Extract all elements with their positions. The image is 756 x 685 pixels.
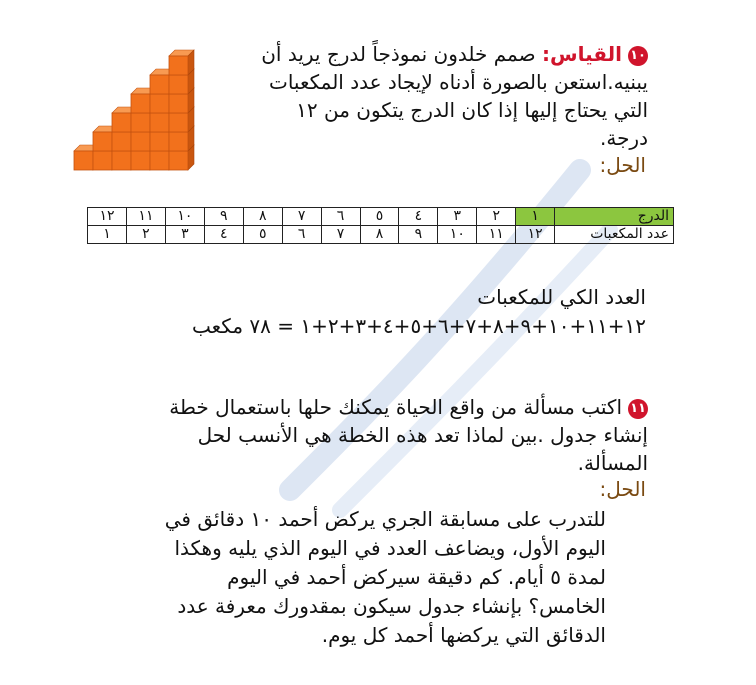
table-row-stairs: [88, 208, 674, 226]
cube: [150, 151, 169, 170]
question-11-answer: للتدرب على مسابقة الجري يركض أحمد ١٠ دقائق في اليوم الأول، ويضاعف العدد في اليوم الذي يليه وهكذا لمدة ٥ أيام. كم دقيقة سيركض أحمد في اليوم الخامس؟ بإنشاء جدول سيكون بمقدورك معرفة عدد الدقائق التي يركضها أحمد كل يوم.: [164, 507, 606, 647]
cube: [169, 94, 188, 113]
question-10-number: ١٠: [628, 46, 648, 66]
row-label-stairs: الدرج: [555, 208, 674, 226]
table-cell: ٩: [399, 226, 438, 244]
solution-label-11: الحل:: [599, 477, 646, 501]
question-11-text: اكتب مسألة من واقع الحياة يمكنك حلها باستعمال خطة إنشاء جدول .بين لماذا تعد هذه الخطة هي الأنسب لحل المسألة.: [169, 395, 648, 475]
table-cell: ١٠: [165, 208, 204, 226]
table-cell: ١١: [477, 226, 516, 244]
table-cell: ١٠: [438, 226, 477, 244]
total-cubes: [126, 283, 646, 341]
table-cell: ٥: [243, 226, 282, 244]
table-cell: ٣: [165, 226, 204, 244]
cube: [169, 132, 188, 151]
cube: [150, 75, 169, 94]
table-cell: ٨: [360, 226, 399, 244]
cube: [150, 113, 169, 132]
table-cell: ٤: [399, 208, 438, 226]
table-cell: ٨: [243, 208, 282, 226]
table-cell: ١٢: [516, 226, 555, 244]
cube: [131, 113, 150, 132]
table-cell: ٧: [282, 208, 321, 226]
cube: [169, 56, 188, 75]
cube: [131, 132, 150, 151]
table-row-cubes: [88, 226, 674, 244]
cube: [93, 151, 112, 170]
total-cubes-heading: العدد الكي للمكعبات: [477, 285, 646, 309]
cube: [150, 132, 169, 151]
question-10: [248, 40, 648, 152]
table-cell: ٣: [438, 208, 477, 226]
table-cell: ١٢: [88, 208, 127, 226]
solution-label-10: الحل:: [599, 153, 646, 177]
cube: [131, 151, 150, 170]
question-11-number: ١١: [628, 399, 648, 419]
table-cell: ٦: [321, 208, 360, 226]
cube: [169, 113, 188, 132]
table-cell: ٥: [360, 208, 399, 226]
total-cubes-equation: ١٢+١١+١٠+٩+٨+٧+٦+٥+٤+٣+٢+١ = ٧٨ مكعب: [192, 314, 646, 338]
stairs-table: [87, 207, 674, 244]
table-cell: ٩: [204, 208, 243, 226]
cube: [112, 113, 131, 132]
table-cell: ١: [88, 226, 127, 244]
cube: [74, 151, 93, 170]
cube: [169, 75, 188, 94]
table-cell: ٢: [477, 208, 516, 226]
cube: [112, 132, 131, 151]
table-cell: ٢: [126, 226, 165, 244]
cube: [150, 94, 169, 113]
table-cell: ٧: [321, 226, 360, 244]
row-label-cubes: عدد المكعبات: [555, 226, 674, 244]
cube: [131, 94, 150, 113]
table-cell: ١١: [126, 208, 165, 226]
question-10-text: صمم خلدون نموذجاً لدرج يريد أن يبنيه.استعن بالصورة أدناه لإيجاد عدد المكعبات التي يحتاج إليها إذا كان الدرج يتكون من ١٢ درجة.: [261, 42, 648, 150]
cube-staircase-image: [70, 30, 220, 175]
cube: [93, 132, 112, 151]
cube: [169, 151, 188, 170]
table-cell: ٦: [282, 226, 321, 244]
question-10-heading: القياس:: [541, 42, 622, 66]
question-11: [128, 393, 648, 477]
table-cell: ٤: [204, 226, 243, 244]
cube: [112, 151, 131, 170]
table-cell: ١: [516, 208, 555, 226]
